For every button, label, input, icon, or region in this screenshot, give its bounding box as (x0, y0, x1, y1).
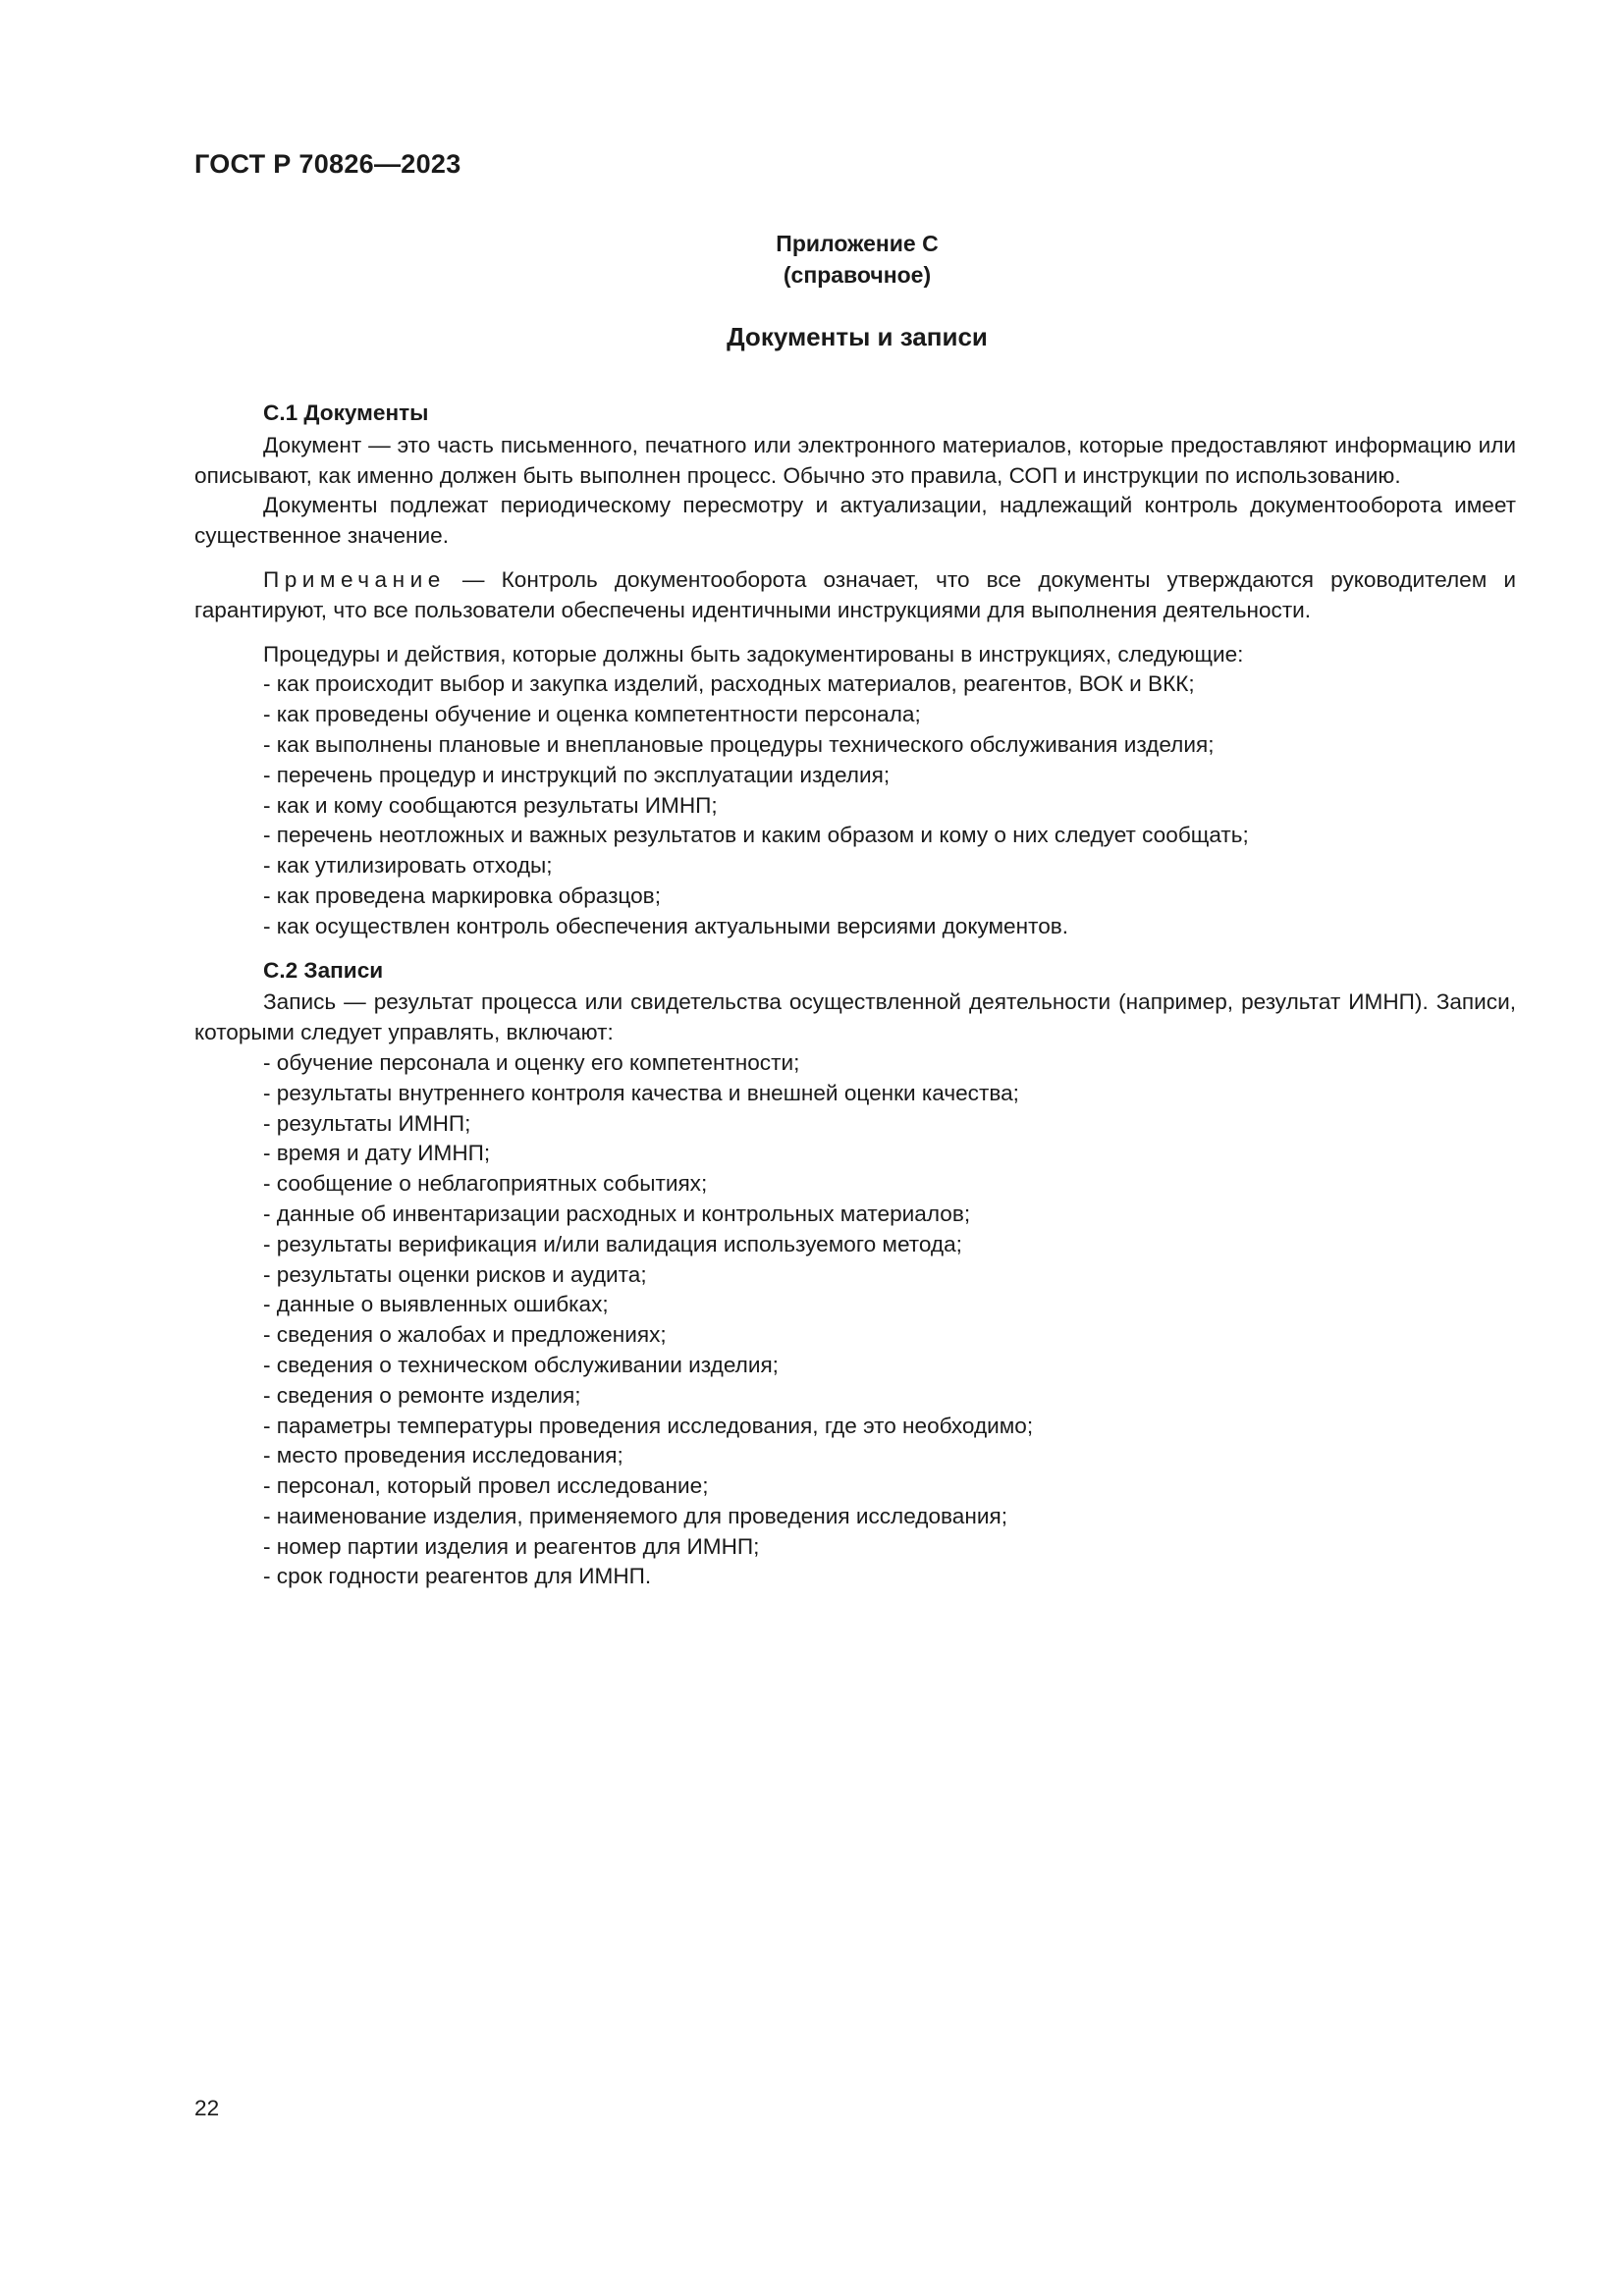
list-item: - номер партии изделия и реагентов для ИМНП; (263, 1533, 760, 1559)
list-item: - срок годности реагентов для ИМНП. (263, 1564, 652, 1589)
section-c2-heading: С.2 Записи (263, 957, 384, 983)
appendix-header (194, 228, 1520, 291)
list-item: - время и дату ИМНП; (263, 1141, 491, 1166)
c2-records-list (194, 1048, 1516, 1592)
list-item: - данные об инвентаризации расходных и контрольных материалов; (263, 1201, 971, 1226)
c1-paragraph-1: Документ — это часть письменного, печатного или электронного материалов, которые предоставляют информацию или описывают, как именно должен быть выполнен процесс. Обычно это правила, СОП и инструкции по использованию. (194, 432, 1516, 488)
document-code: ГОСТ Р 70826—2023 (194, 149, 461, 179)
c1-list-intro: Процедуры и действия, которые должны быть задокументированы в инструкциях, следующие: (263, 641, 1244, 667)
list-item: - как происходит выбор и закупка изделий, расходных материалов, реагентов, ВОК и ВКК; (263, 671, 1195, 697)
section-c1-heading: С.1 Документы (263, 400, 429, 425)
list-item: - как проведена маркировка образцов; (263, 882, 661, 908)
c2-paragraph-1: Запись — результат процесса или свидетельства осуществленной деятельности (например, результат ИМНП). Записи, которыми следует управлять, включают: (194, 989, 1516, 1045)
page-number: 22 (194, 2096, 220, 2120)
list-item: - обучение персонала и оценку его компетентности; (263, 1049, 800, 1075)
c1-procedure-list (194, 669, 1516, 941)
list-item: - персонал, который провел исследование; (263, 1473, 709, 1499)
appendix-status: (справочное) (783, 262, 932, 288)
list-item: - как проведены обучение и оценка компетентности персонала; (263, 702, 921, 727)
document-body (194, 399, 1516, 1592)
list-item: - сообщение о неблагоприятных событиях; (263, 1171, 708, 1197)
list-item: - сведения о ремонте изделия; (263, 1382, 581, 1408)
list-item: - параметры температуры проведения исследования, где это необходимо; (263, 1413, 1034, 1438)
c1-note (194, 565, 1516, 626)
note-text: — Контроль документооборота означает, что все документы утверждаются руководителем и гарантируют, что все пользователи обеспечены идентичными инструкциями для выполнения деятельности. (194, 566, 1516, 622)
appendix-heading: Документы и записи (727, 322, 988, 351)
list-item: - перечень процедур и инструкций по эксплуатации изделия; (263, 762, 891, 787)
list-item: - наименование изделия, применяемого для проведения исследования; (263, 1503, 1007, 1528)
list-item: - результаты внутреннего контроля качества и внешней оценки качества; (263, 1080, 1019, 1105)
list-item: - сведения о жалобах и предложениях; (263, 1322, 667, 1348)
c1-paragraph-2: Документы подлежат периодическому пересмотру и актуализации, надлежащий контроль документооборота имеет существенное значение. (194, 493, 1516, 549)
list-item: - сведения о техническом обслуживании изделия; (263, 1352, 779, 1377)
list-item: - место проведения исследования; (263, 1443, 623, 1468)
list-item: - результаты верификация и/или валидация используемого метода; (263, 1231, 962, 1256)
list-item: - результаты ИМНП; (263, 1110, 471, 1136)
note-label: Примечание (263, 566, 446, 592)
list-item: - данные о выявленных ошибках; (263, 1292, 609, 1317)
list-item: - как утилизировать отходы; (263, 853, 553, 879)
list-item: - как осуществлен контроль обеспечения актуальными версиями документов. (263, 913, 1069, 938)
list-item: - как и кому сообщаются результаты ИМНП; (263, 792, 718, 818)
list-item: - перечень неотложных и важных результатов и каким образом и кому о них следует сообщать; (263, 823, 1249, 848)
list-item: - результаты оценки рисков и аудита; (263, 1261, 647, 1287)
list-item: - как выполнены плановые и внеплановые процедуры технического обслуживания изделия; (263, 731, 1215, 757)
appendix-title: Приложение С (776, 231, 939, 256)
